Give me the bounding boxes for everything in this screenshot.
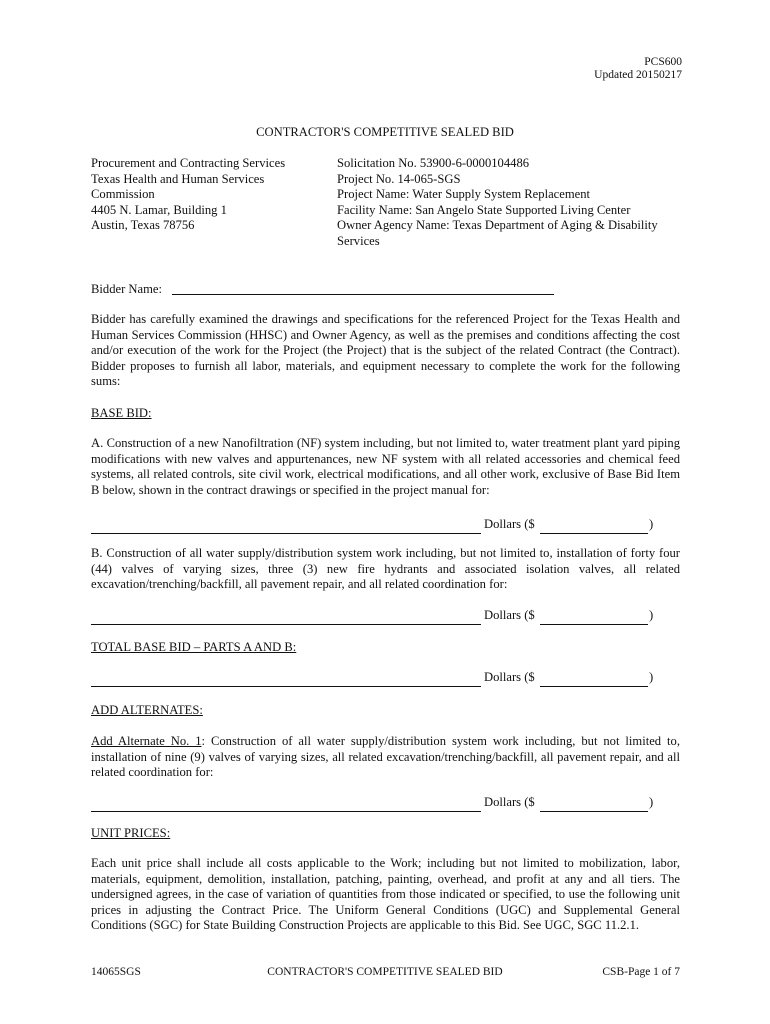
dollars-label: Dollars ($ xyxy=(484,608,535,622)
item-b-paragraph: B. Construction of all water supply/distribution system work including, but not limited to, installation of forty four (44) valves of varying sizes, three (3) new fire hydrants and associated isolation valves, all related excavation/trenching/backfill, all pavement repair, and all related coordination for: xyxy=(91,546,680,592)
item-a-paragraph: A. Construction of a new Nanofiltration (NF) system including, but not limited to, water treatment plant yard piping modifications with new valves and appurtenances, new NF system with all related accessories and chemical feed systems, all related controls, site civil work, electrical modifications, and all other work, exclusive of Base Bid Item B below, shown in the contract drawings or specified in the project manual for: xyxy=(91,436,680,497)
footer-page-number: CSB-Page 1 of 7 xyxy=(602,966,680,978)
address-line: 4405 N. Lamar, Building 1 xyxy=(91,202,227,217)
solicitation-line: Services xyxy=(337,233,380,248)
amount-words-field-total[interactable] xyxy=(91,686,481,687)
solicitation-line: Project No. 14-065-SGS xyxy=(337,171,461,186)
solicitation-line: Facility Name: San Angelo State Supported Living Center xyxy=(337,202,631,217)
solicitation-info xyxy=(337,156,658,250)
amount-number-field-total[interactable] xyxy=(540,686,648,687)
footer-title: CONTRACTOR'S COMPETITIVE SEALED BID xyxy=(267,966,503,978)
alternate-1-paragraph xyxy=(91,734,680,781)
dollars-label: Dollars ($ xyxy=(484,517,535,531)
close-paren: ) xyxy=(649,517,654,531)
amount-number-field-a[interactable] xyxy=(540,533,648,534)
form-id: PCS600 xyxy=(644,56,682,68)
address-line: Austin, Texas 78756 xyxy=(91,218,195,233)
intro-paragraph: Bidder has carefully examined the drawings and specifications for the referenced Project for the Texas Health and Human Services Commission (HHSC) and Owner Agency, as well as the premises and conditions affecting the cost and/or execution of the work for the Project (the Project) that is the subject of the related Contract (the Contract). Bidder proposes to furnish all labor, materials, and equipment necessary to complete the work for the following sums: xyxy=(91,312,680,389)
unit-prices-heading: UNIT PRICES: xyxy=(91,826,171,840)
owner-address xyxy=(91,156,285,234)
solicitation-line: Project Name: Water Supply System Replacement xyxy=(337,187,591,202)
bidder-name-label: Bidder Name: xyxy=(91,282,162,296)
total-base-bid-heading: TOTAL BASE BID – PARTS A AND B: xyxy=(91,640,297,654)
add-alternates-heading: ADD ALTERNATES: xyxy=(91,703,203,717)
close-paren: ) xyxy=(649,795,654,809)
dollars-label: Dollars ($ xyxy=(484,670,535,684)
amount-number-field-alt1[interactable] xyxy=(540,811,648,812)
amount-words-field-alt1[interactable] xyxy=(91,811,481,812)
close-paren: ) xyxy=(649,670,654,684)
base-bid-heading: BASE BID: xyxy=(91,406,152,420)
amount-words-field-a[interactable] xyxy=(91,533,481,534)
solicitation-line: Solicitation No. 53900-6-0000104486 xyxy=(337,156,530,170)
address-line: Commission xyxy=(91,187,155,202)
page-title: CONTRACTOR'S COMPETITIVE SEALED BID xyxy=(256,125,514,139)
amount-words-field-b[interactable] xyxy=(91,624,481,625)
dollars-label: Dollars ($ xyxy=(484,795,535,809)
address-line: Texas Health and Human Services xyxy=(91,171,265,186)
close-paren: ) xyxy=(649,608,654,622)
unit-prices-paragraph: Each unit price shall include all costs applicable to the Work; including but not limited to mobilization, labor, materials, equipment, demolition, installation, patching, painting, overhead, and profit at any and all tiers. The undersigned agrees, in the case of variation of quantities from those indicated or specified, to use the following unit prices in adjusting the Contract Price. The Uniform General Conditions (UGC) and Supplemental General Conditions (SGC) for State Building Construction Projects are applicable to this Bid. See UGC, SGC 11.2.1. xyxy=(91,856,680,933)
alternate-1-label: Add Alternate No. 1 xyxy=(91,734,202,748)
footer-project-code: 14065SGS xyxy=(91,966,141,978)
updated-date: Updated 20150217 xyxy=(594,69,682,81)
solicitation-line: Owner Agency Name: Texas Department of Aging & Disability xyxy=(337,218,658,233)
address-line: Procurement and Contracting Services xyxy=(91,156,286,170)
alternate-1-text: : Construction of all water supply/distribution system work including, but not limited to, installation of nine (9) valves of varying sizes, all related excavation/trenching/backfill, all pavement repair, and all related coordination for: xyxy=(91,734,680,780)
amount-number-field-b[interactable] xyxy=(540,624,648,625)
bidder-name-field[interactable] xyxy=(172,294,554,295)
